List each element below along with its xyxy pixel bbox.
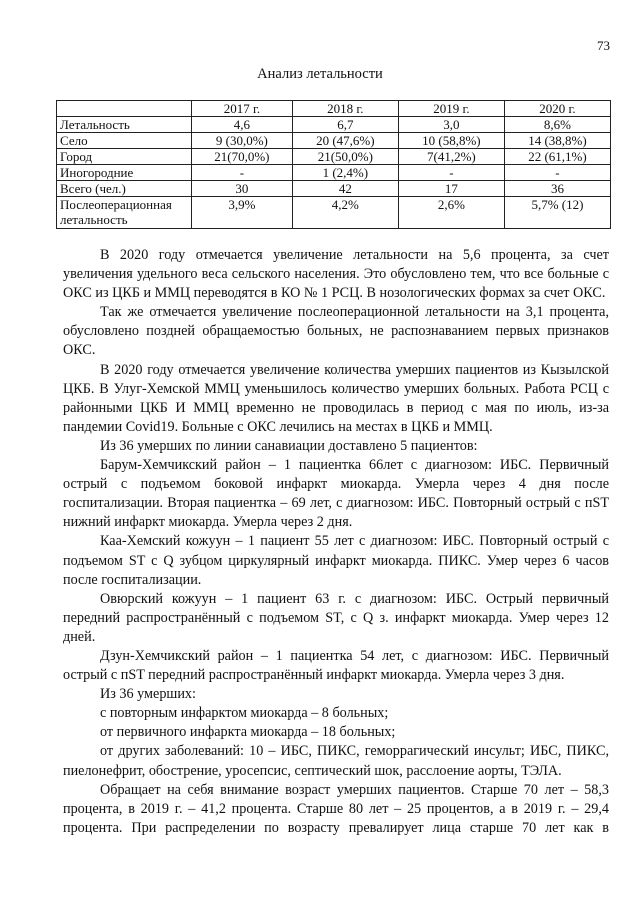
header-year: 2018 г.: [292, 101, 398, 117]
table-cell: 4,2%: [292, 197, 398, 229]
table-cell: 2,6%: [398, 197, 504, 229]
body-text: [63, 246, 609, 838]
paragraph: Дзун-Хемчикский район – 1 пациентка 54 лет, с диагнозом: ИБС. Первичный острый с пST передний распространённый инфаркт миокарда. Умерла через 3 дня.: [63, 647, 609, 684]
paragraph: В 2020 году отмечается увеличение летальности на 5,6 процента, за счет увеличения удельного веса сельского населения. Это обусловлено тем, что все больные с ОКС из ЦКБ и ММЦ переводятся в КО № 1 РСЦ. В нозологических формах за счет ОКС.: [63, 247, 609, 302]
paragraph: Овюрский кожуун – 1 пациент 63 г. с диагнозом: ИБС. Острый первичный передний распространённый с подъемом ST, с Q з. инфаркт миокарда. Умер через 12 дней.: [63, 590, 609, 645]
table-cell: -: [504, 165, 610, 181]
table-body: [57, 117, 611, 229]
table-header: [57, 101, 611, 117]
table-cell: 14 (38,8%): [504, 133, 610, 149]
paragraph: Каа-Хемский кожуун – 1 пациент 55 лет с диагнозом: ИБС. Повторный острый с подъемом ST с Q зубцом циркулярный инфаркт миокарда. ПИКС. Умер через 6 часов после госпитализации.: [63, 533, 609, 588]
table-row: [57, 149, 611, 165]
table-cell: 6,7: [292, 117, 398, 133]
row-label: Иногородние: [57, 165, 192, 181]
row-label: Село: [57, 133, 192, 149]
row-label: Послеоперационная летальность: [57, 197, 192, 229]
table-cell: 8,6%: [504, 117, 610, 133]
paragraph: Из 36 умерших по линии санавиации доставлено 5 пациентов:: [100, 437, 478, 454]
paragraph: Обращает на себя внимание возраст умерших пациентов. Старше 70 лет – 58,3 процента, в 2019 г. – 41,2 процента. Старше 80 лет – 25 процентов, а в 2019 г. – 29,4 процента. При распределении по возрасту превалирует лица старше 70 лет как в: [63, 781, 609, 836]
table-row: [57, 197, 611, 229]
paragraph: В 2020 году отмечается увеличение количества умерших пациентов из Кызылской ЦКБ. В Улуг-Хемской ММЦ уменьшилось количество умерших больных. Работа РСЦ с районными ЦКБ И ММЦ временно не проводилась в период с мая по июль, из-за пандемии Covid19. Больные с ОКС лечились на местах в ЦКБ и ММЦ.: [63, 361, 609, 435]
row-label: Всего (чел.): [57, 181, 192, 197]
paragraph: Так же отмечается увеличение послеоперационной летальности на 3,1 процента, обусловлено поздней обращаемостью больных, не распознаванием первых признаков ОКС.: [63, 304, 609, 359]
table-cell: 3,9%: [192, 197, 293, 229]
table-cell: 20 (47,6%): [292, 133, 398, 149]
table-cell: 1 (2,4%): [292, 165, 398, 181]
table-row: [57, 133, 611, 149]
table-cell: 21(50,0%): [292, 149, 398, 165]
table-cell: 7(41,2%): [398, 149, 504, 165]
table-row: [57, 181, 611, 197]
table-cell: 4,6: [192, 117, 293, 133]
list-item: от других заболеваний: 10 – ИБС, ПИКС, геморрагический инсульт; ИБС, ПИКС, пиелонефрит, обострение, уросепсис, септический шок, расслоение аорты, ТЭЛА.: [63, 743, 609, 779]
row-label: Город: [57, 149, 192, 165]
header-year: 2019 г.: [398, 101, 504, 117]
table-cell: 9 (30,0%): [192, 133, 293, 149]
row-label: Летальность: [57, 117, 192, 133]
table-cell: 22 (61,1%): [504, 149, 610, 165]
table-cell: -: [398, 165, 504, 181]
table-cell: 21(70,0%): [192, 149, 293, 165]
table-header-row: [57, 101, 611, 117]
list-item: с повторным инфарктом миокарда – 8 больных;: [100, 705, 389, 722]
table-cell: 10 (58,8%): [398, 133, 504, 149]
table-cell: 5,7% (12): [504, 197, 610, 229]
mortality-table: [56, 100, 611, 229]
header-year: 2020 г.: [504, 101, 610, 117]
table-row: [57, 165, 611, 181]
header-year: 2017 г.: [192, 101, 293, 117]
header-corner: [57, 101, 192, 117]
table-cell: 30: [192, 181, 293, 197]
list-item: от первичного инфаркта миокарда – 18 больных;: [100, 724, 396, 741]
table-cell: 3,0: [398, 117, 504, 133]
section-title: Анализ летальности: [257, 66, 383, 82]
paragraph: Барум-Хемчикский район – 1 пациентка 66лет с диагнозом: ИБС. Первичный острый с подъемом боковой инфаркт миокарда. Умерла через 4 дня после госпитализации. Вторая пациентка – 69 лет, с диагнозом: ИБС. Повторный острый с пST нижний инфаркт миокарда. Умерла через 2 дня.: [63, 457, 609, 531]
table-cell: 42: [292, 181, 398, 197]
page-number: 73: [597, 38, 610, 53]
paragraph: Из 36 умерших:: [100, 686, 196, 703]
table-cell: 17: [398, 181, 504, 197]
table-cell: 36: [504, 181, 610, 197]
table-row: [57, 117, 611, 133]
table-cell: -: [192, 165, 293, 181]
